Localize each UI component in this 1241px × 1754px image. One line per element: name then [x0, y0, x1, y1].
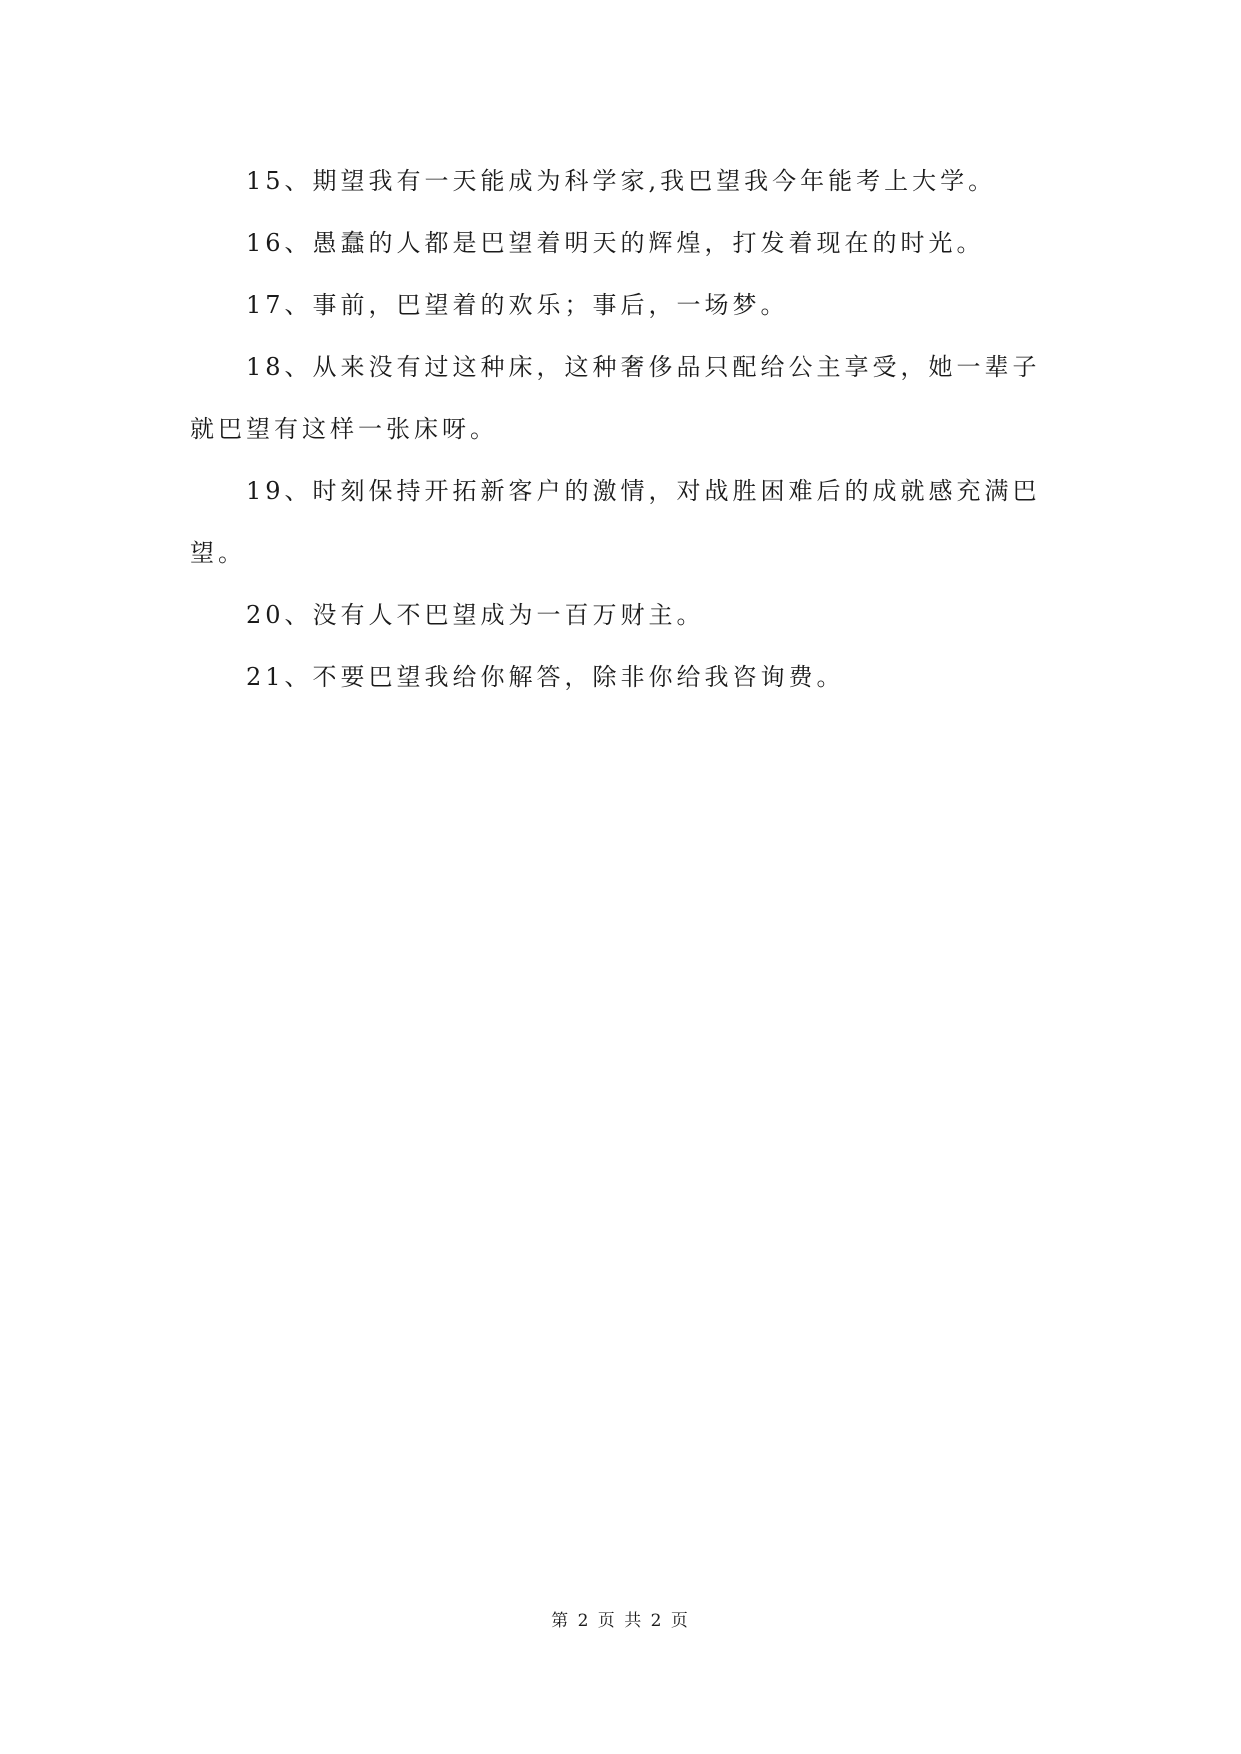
- paragraph-20: 20、没有人不巴望成为一百万财主。: [246, 601, 705, 629]
- paragraph-18: 18、从来没有过这种床，这种奢侈品只配给公主享受，她一辈子就巴望有这样一张床呀。: [190, 353, 1041, 443]
- page-number-label: 第 2 页 共 2 页: [551, 1611, 690, 1631]
- paragraph-17: 17、事前，巴望着的欢乐；事后，一场梦。: [246, 291, 789, 319]
- document-body: [190, 150, 1060, 708]
- page-footer: [0, 1606, 1241, 1631]
- paragraph-16: 16、愚蠢的人都是巴望着明天的辉煌，打发着现在的时光。: [246, 229, 985, 257]
- paragraph-19: 19、时刻保持开拓新客户的激情，对战胜困难后的成就感充满巴望。: [190, 477, 1041, 567]
- paragraph-21: 21、不要巴望我给你解答，除非你给我咨询费。: [246, 663, 845, 691]
- paragraph-15: 15、期望我有一天能成为科学家,我巴望我今年能考上大学。: [246, 167, 997, 195]
